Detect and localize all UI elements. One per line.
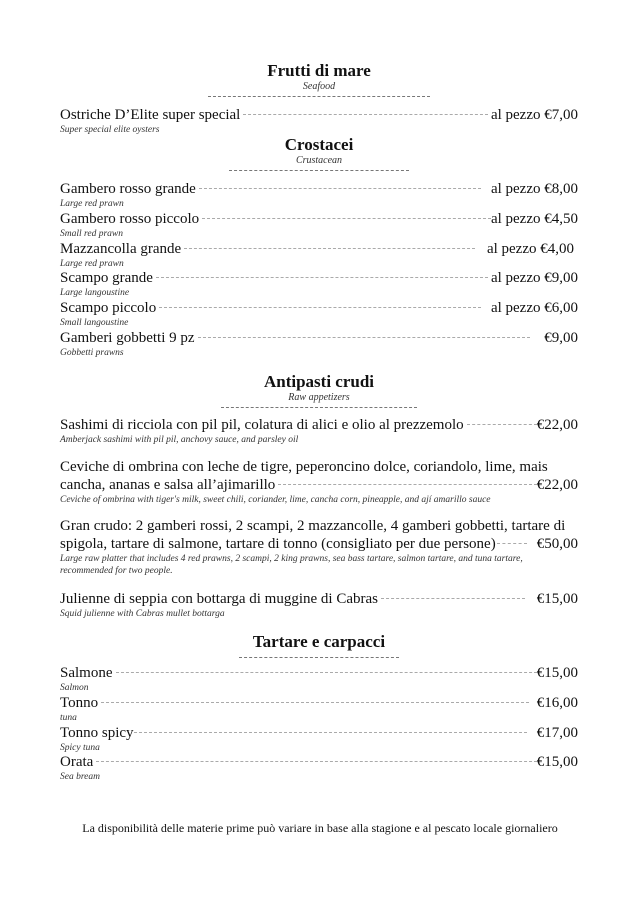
section-header-frutti-di-mare [60, 61, 578, 97]
dotted-leader [198, 337, 531, 338]
item-price: €9,00 [544, 330, 578, 346]
item-price: al pezzo €9,00 [490, 270, 578, 286]
dotted-leader [184, 248, 475, 249]
dotted-leader [381, 598, 525, 599]
section-subtitle: Seafood [302, 81, 336, 92]
item-price: €15,00 [536, 591, 578, 607]
menu-item [60, 753, 578, 783]
section-divider [229, 170, 409, 171]
item-description: Salmon [60, 683, 89, 693]
menu-item [60, 240, 574, 270]
menu-item [60, 590, 578, 620]
item-name: Gambero rosso piccolo [60, 211, 200, 227]
item-price: al pezzo €8,00 [490, 181, 578, 197]
menu-item [60, 694, 578, 724]
item-description: Amberjack sashimi with pil pil, anchovy sauce, and parsley oil [60, 435, 299, 445]
section-title: Tartare e carpacci [252, 632, 386, 651]
item-price: €15,00 [536, 754, 578, 770]
section-title: Antipasti crudi [263, 372, 375, 391]
section-header-crostacei [60, 135, 578, 171]
item-name: spigola, tartare di salmone, tartare di tonno (consigliato per due persone) [60, 536, 496, 552]
item-description: Large red prawn [60, 259, 124, 269]
item-description: Small red prawn [60, 229, 123, 239]
menu-item [60, 329, 578, 359]
menu-item [60, 416, 578, 446]
item-price: €17,00 [536, 725, 578, 741]
menu-item [60, 458, 578, 506]
dotted-leader [278, 484, 536, 485]
section-divider [239, 657, 399, 658]
dotted-leader [243, 114, 488, 115]
menu-item [60, 724, 578, 754]
item-description: Super special elite oysters [60, 125, 160, 135]
menu-item [60, 269, 578, 299]
item-description: Gobbetti prawns [60, 348, 124, 358]
item-price: €22,00 [536, 477, 578, 493]
item-name: Mazzancolla grande [60, 241, 182, 257]
item-description: Ceviche of ombrina with tiger's milk, sweet chili, coriander, lime, cancha corn, pineapple, and ají amarillo sauce [60, 495, 491, 505]
item-description: Squid julienne with Cabras mullet bottarga [60, 609, 225, 619]
item-description: tuna [60, 713, 77, 723]
dotted-leader [134, 732, 527, 733]
menu-item [60, 299, 578, 329]
item-name: Tonno [60, 695, 99, 711]
dotted-leader [202, 218, 491, 219]
dotted-leader [156, 277, 488, 278]
dotted-leader [159, 307, 481, 308]
section-header-antipasti-crudi [60, 372, 578, 408]
item-name: Sashimi di ricciola con pil pil, colatura di alici e olio al prezzemolo [60, 417, 464, 433]
section-title: Frutti di mare [267, 61, 371, 80]
item-name-line-1: Gran crudo: 2 gamberi rossi, 2 scampi, 2 mazzancolle, 4 gamberi gobbetti, tartare di [60, 518, 566, 534]
item-description: Large langoustine [60, 288, 130, 298]
menu-item [60, 210, 578, 240]
item-name-line-1: Ceviche di ombrina con leche de tigre, peperoncino dolce, coriandolo, lime, mais [60, 459, 548, 475]
dotted-leader [96, 761, 536, 762]
item-description: Small langoustine [60, 318, 129, 328]
dotted-leader [101, 702, 529, 703]
menu-item [60, 180, 578, 210]
item-name: Ostriche D’Elite super special [60, 107, 241, 123]
item-name: Julienne di seppia con bottarga di muggine di Cabras [60, 591, 378, 607]
menu-item [60, 106, 578, 136]
item-name: cancha, ananas e salsa all’ajimarillo [60, 477, 276, 493]
menu-item [60, 664, 578, 694]
item-price: €16,00 [536, 695, 578, 711]
item-price: €22,00 [536, 417, 578, 433]
section-divider [208, 96, 430, 97]
item-name: Salmone [60, 665, 113, 681]
item-price: €50,00 [536, 536, 578, 552]
item-price: al pezzo €4,00 [486, 241, 574, 257]
item-description: Large raw platter that includes 4 red prawns, 2 scampi, 2 king prawns, sea bass tartare, salmon tartare, and tuna tartare, recommended for two people. [60, 554, 523, 576]
dotted-leader [467, 424, 537, 425]
item-description: Sea bream [60, 772, 101, 782]
item-price: €15,00 [536, 665, 578, 681]
item-name: Scampo grande [60, 270, 153, 286]
dotted-leader [497, 543, 527, 544]
item-name: Scampo piccolo [60, 300, 157, 316]
menu-item [60, 517, 578, 577]
item-name: Orata [60, 754, 94, 770]
section-divider [221, 407, 417, 408]
item-name: Gambero rosso grande [60, 181, 196, 197]
dotted-leader [116, 672, 537, 673]
section-title: Crostacei [284, 135, 354, 154]
availability-note: La disponibilità delle materie prime può variare in base alla stagione e al pescato locale giornaliero [82, 821, 558, 835]
item-name: Tonno spicy [60, 725, 134, 741]
item-price: al pezzo €4,50 [490, 211, 578, 227]
section-header-tartare-e-carpacci [60, 632, 578, 658]
item-price: al pezzo €7,00 [490, 107, 578, 123]
section-subtitle: Crustacean [295, 155, 343, 166]
dotted-leader [199, 188, 481, 189]
item-description: Spicy tuna [60, 743, 100, 753]
item-price: al pezzo €6,00 [490, 300, 578, 316]
item-name: Gamberi gobbetti 9 pz [60, 330, 195, 346]
section-subtitle: Raw appetizers [288, 392, 350, 403]
item-description: Large red prawn [60, 199, 124, 209]
